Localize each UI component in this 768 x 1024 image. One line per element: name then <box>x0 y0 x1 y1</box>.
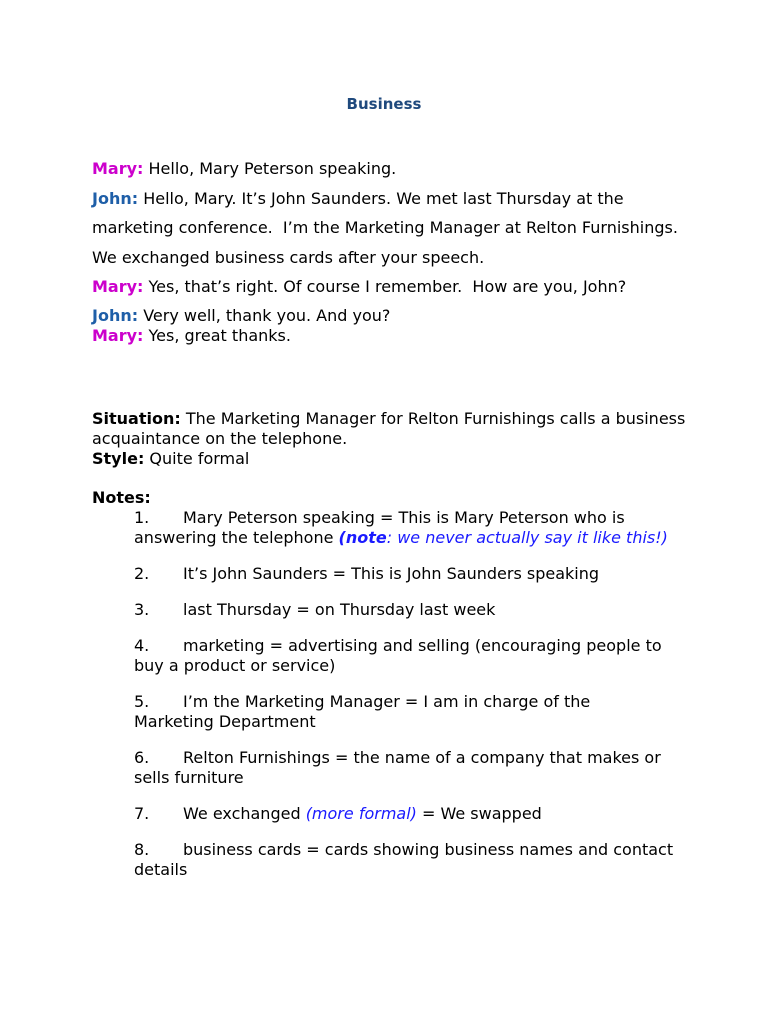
note-text: marketing = advertising and selling (encouraging people to buy a product or service) <box>134 636 662 675</box>
situation-label: Situation: <box>92 409 181 428</box>
note-aside-bold: note <box>345 528 387 547</box>
page-title: Business <box>346 95 422 113</box>
dialogue-line <box>92 154 692 184</box>
speaker-mary: Mary: <box>92 277 144 296</box>
situation <box>92 409 692 449</box>
dialogue-line <box>92 306 692 326</box>
note-number: 6. <box>134 748 150 767</box>
speaker-mary: Mary: <box>92 325 144 345</box>
dialogue-text: Yes, great thanks. <box>143 325 291 345</box>
note-text: Mary Peterson speaking = This is Mary Peterson who is answering the telephone <box>134 508 625 547</box>
note-text: business cards = cards showing business names and contact details <box>134 840 674 879</box>
note-item <box>134 804 674 824</box>
speaker-mary: Mary: <box>92 159 144 178</box>
note-text: I’m the Marketing Manager = I am in charge of the Marketing Department <box>134 692 591 731</box>
dialogue-text: Yes, that’s right. Of course I remember. How are you, John? <box>143 277 627 296</box>
notes-section <box>92 488 692 896</box>
note-text: last Thursday = on Thursday last week <box>183 600 496 619</box>
dialogue-text: Hello, Mary. It’s John Saunders. We met last Thursday at the marketing conference. I’m the Marketing Manager at Relton Furnishings. We exchanged business cards after your speech. <box>92 188 689 267</box>
style-label: Style: <box>92 449 145 468</box>
note-text: We exchanged <box>183 804 306 823</box>
notes-heading: Notes: <box>92 488 151 507</box>
note-number: 7. <box>134 804 150 823</box>
style-text: Quite formal <box>144 449 250 468</box>
note-item <box>134 748 674 788</box>
note-item <box>134 692 674 732</box>
note-number: 2. <box>134 564 150 583</box>
note-number: 8. <box>134 840 150 859</box>
note-text: It’s John Saunders = This is John Saunders speaking <box>183 564 600 583</box>
note-aside-rest: : we never actually say it like this!) <box>386 528 668 547</box>
note-item <box>134 636 674 676</box>
note-aside: (more formal) <box>305 804 417 823</box>
note-number: 5. <box>134 692 150 711</box>
note-number: 1. <box>134 508 150 527</box>
situation-text: The Marketing Manager for Relton Furnishings calls a business acquaintance on the telephone. <box>92 409 686 448</box>
note-number: 3. <box>134 600 150 619</box>
note-number: 4. <box>134 636 150 655</box>
note-item <box>134 840 674 880</box>
note-item <box>134 564 674 584</box>
note-text: Relton Furnishings = the name of a company that makes or sells furniture <box>134 748 661 787</box>
note-aside-open: ( <box>338 528 346 547</box>
note-text-after: = We swapped <box>416 804 542 823</box>
dialogue-line <box>92 184 692 273</box>
dialogue-text: Hello, Mary Peterson speaking. <box>143 159 397 178</box>
dialogue-line <box>92 272 692 302</box>
style <box>92 449 692 469</box>
note-item <box>134 508 674 548</box>
dialogue <box>92 154 692 346</box>
speaker-john: John: <box>92 305 139 325</box>
situation-block <box>92 409 692 469</box>
dialogue-text: Very well, thank you. And you? <box>138 305 391 325</box>
dialogue-line <box>92 326 692 346</box>
note-item <box>134 600 674 620</box>
speaker-john: John: <box>92 188 139 208</box>
